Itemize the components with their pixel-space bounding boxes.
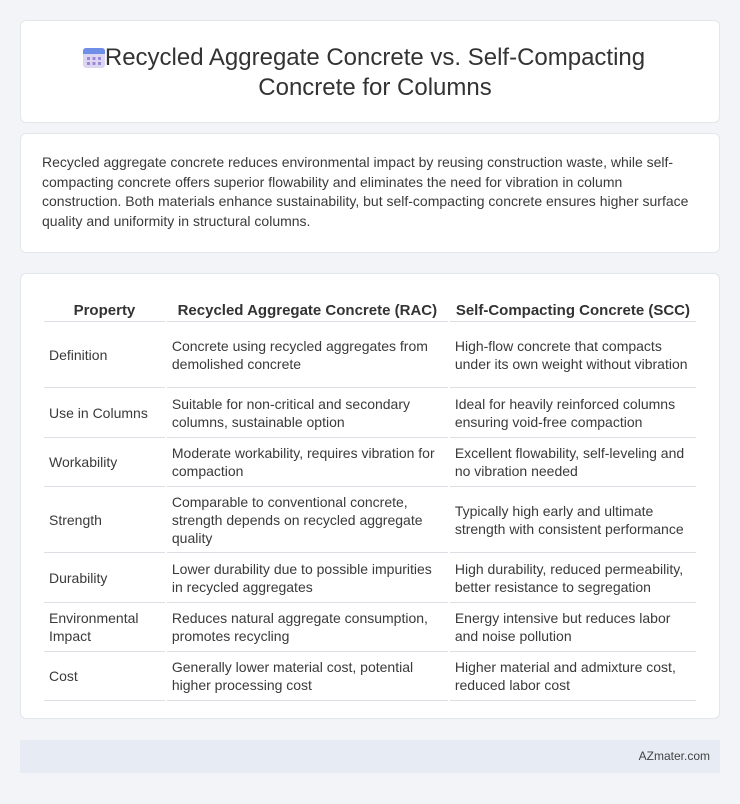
property-cell: Durability — [44, 553, 165, 603]
property-cell: Definition — [44, 322, 165, 388]
table-row — [44, 603, 696, 652]
table-row — [44, 388, 696, 438]
table-row — [44, 652, 696, 701]
footer-brand[interactable]: AZmater.com — [638, 749, 710, 763]
table-row — [44, 487, 696, 553]
rac-cell: Generally lower material cost, potential higher processing cost — [167, 652, 448, 701]
rac-cell: Suitable for non-critical and secondary columns, sustainable option — [167, 388, 448, 438]
page-title: Recycled Aggregate Concrete vs. Self-Compacting Concrete for Columns — [104, 44, 646, 101]
column-header-scc: Self-Compacting Concrete (SCC) — [450, 294, 696, 322]
rac-cell: Reduces natural aggregate consumption, promotes recycling — [167, 603, 448, 652]
scc-cell: Energy intensive but reduces labor and noise pollution — [450, 603, 696, 652]
property-cell: Strength — [44, 487, 165, 553]
scc-cell: Ideal for heavily reinforced columns ensuring void-free compaction — [450, 388, 696, 438]
comparison-table-card — [20, 273, 720, 719]
table-row — [44, 322, 696, 388]
rac-cell: Lower durability due to possible impurities in recycled aggregates — [167, 553, 448, 603]
rac-cell: Moderate workability, requires vibration for compaction — [167, 438, 448, 487]
scc-cell: Typically high early and ultimate strength with consistent performance — [450, 487, 696, 553]
scc-cell: High-flow concrete that compacts under its own weight without vibration — [450, 322, 696, 388]
table-row — [44, 553, 696, 603]
property-cell: Cost — [44, 652, 165, 701]
title-card — [20, 20, 720, 123]
intro-card — [20, 133, 720, 253]
rac-cell: Concrete using recycled aggregates from demolished concrete — [167, 322, 448, 388]
column-header-property: Property — [44, 294, 165, 322]
rac-cell: Comparable to conventional concrete, strength depends on recycled aggregate quality — [167, 487, 448, 553]
footer-bar — [20, 740, 720, 773]
scc-cell: Excellent flowability, self-leveling and no vibration needed — [450, 438, 696, 487]
column-header-rac: Recycled Aggregate Concrete (RAC) — [167, 294, 448, 322]
property-cell: Workability — [44, 438, 165, 487]
scc-cell: High durability, reduced permeability, better resistance to segregation — [450, 553, 696, 603]
property-cell: Environmental Impact — [44, 603, 165, 652]
comparison-table — [42, 294, 698, 701]
scc-cell: Higher material and admixture cost, reduced labor cost — [450, 652, 696, 701]
table-header-row — [44, 294, 696, 322]
property-cell: Use in Columns — [44, 388, 165, 438]
intro-paragraph: Recycled aggregate concrete reduces environmental impact by reusing construction waste, while self-compacting concrete offers superior flowability and eliminates the need for vibration in column construction. Both materials enhance sustainability, but self-compacting concrete ensures higher surface quality and uniformity in structural columns. — [42, 154, 689, 229]
table-row — [44, 438, 696, 487]
